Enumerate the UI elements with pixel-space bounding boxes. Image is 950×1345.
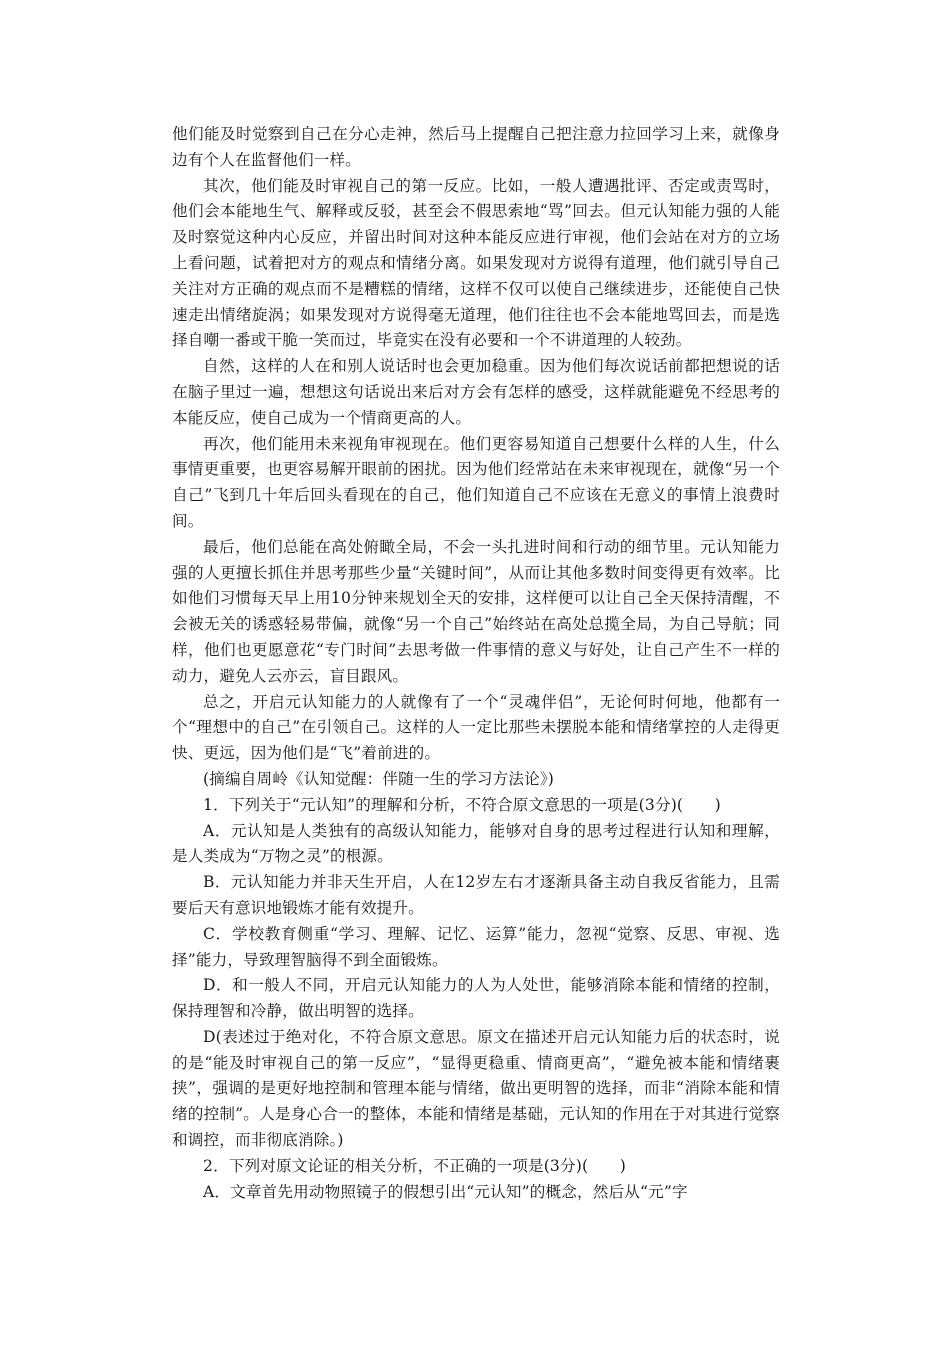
question-2-stem: 2．下列对原文论证的相关分析，不正确的一项是(3分)( ) bbox=[203, 1156, 626, 1175]
question-2-option-a: A．文章首先用动物照镜子的假想引出“元认知”的概念，然后从“元”字 bbox=[203, 1182, 688, 1201]
article-paragraph-4: 再次，他们能用未来视角审视现在。他们更容易知道自己想要什么样的人生，什么事情更重要，也更容易解开眼前的困扰。因为他们经常站在未来审视现在，就像“另一个自己”飞到几十年后回头看现在的自己，他们知道自己不应该在无意义的事情上浪费时间。 bbox=[172, 434, 780, 530]
article-source: (摘编自周岭《认知觉醒：伴随一生的学习方法论》) bbox=[203, 769, 555, 788]
article-paragraph-5: 最后，他们总能在高处俯瞰全局，不会一头扎进时间和行动的细节里。元认知能力强的人更擅长抓住并思考那些少量“关键时间”，从而让其他多数时间变得更有效率。比如他们习惯每天早上用10分钟来规划全天的安排，这样便可以让自己全天保持清醒，不会被无关的诱惑轻易带偏，就像“另一个自己”始终站在高处总揽全局，为自己导航；同样，他们也更愿意花“专门时间”去思考做一件事情的意义与好处，让自己产生不一样的动力，避免人云亦云，盲目跟风。 bbox=[172, 537, 780, 685]
article-paragraph-2: 其次，他们能及时审视自己的第一反应。比如，一般人遭遇批评、否定或责骂时，他们会本能地生气、解释或反驳，甚至会不假思索地“骂”回去。但元认知能力强的人能及时察觉这种内心反应，并留出时间对这种本能反应进行审视，他们会站在对方的立场上看问题，试着把对方的观点和情绪分离。如果发现对方说得有道理，他们就引导自己关注对方正确的观点而不是糟糕的情绪，这样不仅可以使自己继续进步，还能使自己快速走出情绪旋涡；如果发现对方说得毫无道理，他们往往也不会本能地骂回去，而是选择自嘲一番或干脆一笑而过，毕竟实在没有必要和一个不讲道理的人较劲。 bbox=[172, 176, 780, 350]
question-1-stem: 1．下列关于“元认知”的理解和分析，不符合原文意思的一项是(3分)( ) bbox=[203, 795, 721, 814]
article-paragraph-3: 自然，这样的人在和别人说话时也会更加稳重。因为他们每次说话前都把想说的话在脑子里过一遍，想想这句话说出来后对方会有怎样的感受，这样就能避免不经思考的本能反应，使自己成为一个情商更高的人。 bbox=[172, 357, 780, 427]
question-1-answer: D(表述过于绝对化，不符合原文意思。原文在描述开启元认知能力后的状态时，说的是“能及时审视自己的第一反应”，“显得更稳重、情商更高”，“避免被本能和情绪裹挟”，强调的是更好地控制和管理本能与情绪，做出更明智的选择，而非“消除本能和情绪的控制”。人是身心合一的整体，本能和情绪是基础，元认知的作用在于对其进行觉察和调控，而非彻底消除。) bbox=[172, 1027, 780, 1150]
document-body bbox=[172, 122, 780, 1205]
question-1-option-d: D．和一般人不同，开启元认知能力的人为人处世，能够消除本能和情绪的控制，保持理智和冷静，做出明智的选择。 bbox=[172, 976, 780, 1021]
question-1-option-c: C．学校教育侧重“学习、理解、记忆、运算”能力，忽视“觉察、反思、审视、选择”能力，导致理智脑得不到全面锻炼。 bbox=[172, 924, 780, 969]
article-paragraph-1: 他们能及时觉察到自己在分心走神，然后马上提醒自己把注意力拉回学习上来，就像身边有个人在监督他们一样。 bbox=[172, 125, 780, 169]
question-1-option-b: B．元认知能力并非天生开启，人在12岁左右才逐渐具备主动自我反省能力，且需要后天有意识地锻炼才能有效提升。 bbox=[172, 873, 780, 917]
article-paragraph-6: 总之，开启元认知能力的人就像有了一个“灵魂伴侣”，无论何时何地，他都有一个“理想中的自己”在引领自己。这样的人一定比那些未摆脱本能和情绪掌控的人走得更快、更远，因为他们是“飞”着前进的。 bbox=[172, 692, 780, 763]
question-1-option-a: A．元认知是人类独有的高级认知能力，能够对自身的思考过程进行认知和理解，是人类成为“万物之灵”的根源。 bbox=[172, 821, 780, 866]
